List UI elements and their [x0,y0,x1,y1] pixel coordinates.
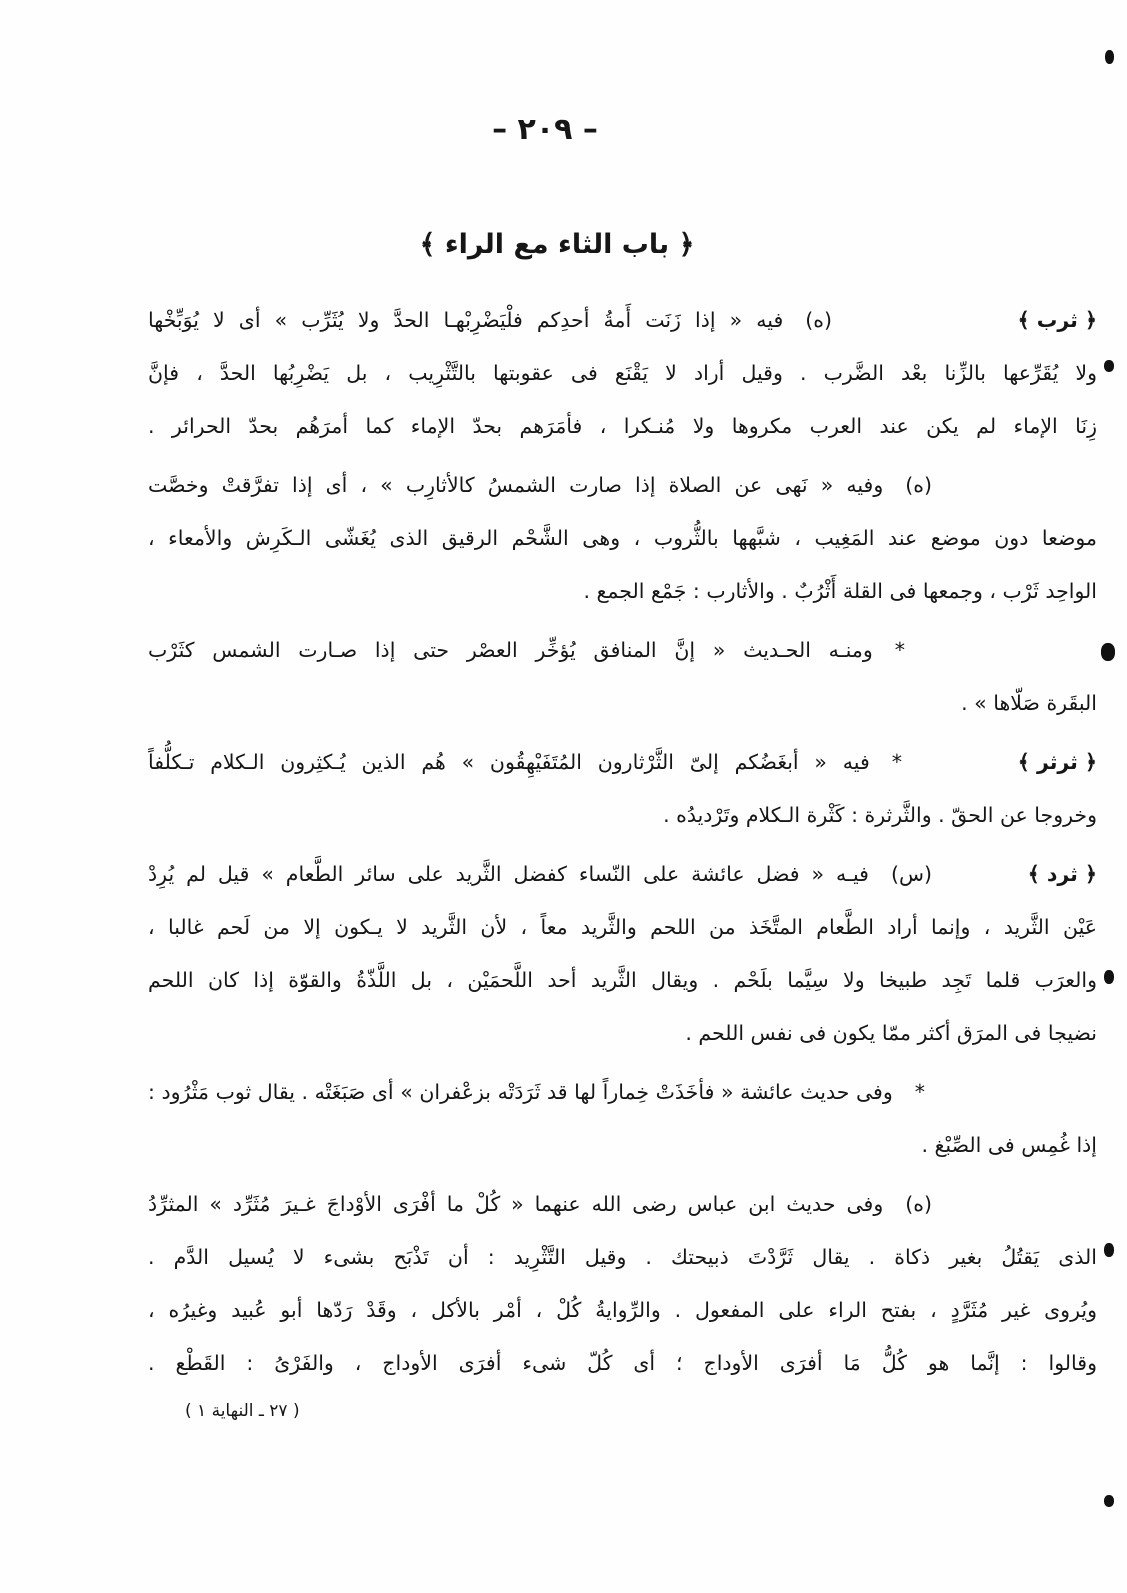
entry-first-line [148,1178,1097,1231]
entry-first-line [148,1066,1097,1119]
text-line: البقَرة صَلّاها » . [961,691,1097,715]
entry-subentry [148,459,1097,618]
scan-mark [1104,360,1114,372]
dictionary-text [148,294,1097,1390]
scan-mark [1104,1495,1114,1507]
entry-first-line-text [148,624,905,677]
entry-marker: * [891,750,902,774]
text-line: نضيجا فى المرَق أكثر ممّا يكون فى نفس اللحم . [685,1021,1097,1045]
text-line: وخروجا عن الحقّ . والثَّرثرة : كَثْرة الـكلام وتَرْديدُه . [663,803,1097,827]
signature-footer: ( ٢٧ ـ النهاية ١ ) [185,1401,300,1421]
text-line: وقالوا : إنَّما هو كُلُّ مَا أفرَى الأوداج ؛ أى كُلّ شىء أفرَى الأوداج ، والفَرْىُ : القَطْع . [148,1351,1097,1375]
entry-thrthr [148,736,1097,842]
entry-first-line-text [148,459,932,512]
text-line: موضعا دون موضع عند المَغِيب ، شبَّهها بالثُّروب ، وهى الشَّحْم الرقيق الذى يُغَشّى الـكَرِش والأمعاء ، [148,526,1097,550]
text-segment: ومنـه الحـديث « إنَّ المنافق يُؤخِّر العصْر حتى إذا صـارت الشمس كثَرْب [148,638,873,662]
entry-first-line-text [148,1066,925,1119]
entry-first-line-text [148,848,932,901]
text-line: الواحِد ثَرْب ، وجمعها فى القلة أَثْرُبٌ . والأثارب : جَمْع الجمع . [583,579,1097,603]
entry-subentry [148,1066,1097,1172]
entry-subentry [148,624,1097,730]
headword: ﴿ ثرب ﴾ [1017,308,1097,332]
entry-thrb [148,294,1097,453]
scan-mark [1105,50,1114,64]
entry-marker: (ه) [905,1192,932,1216]
text-segment: فيه « إذا زَنَت أَمةُ أحدِكم فلْيَضْرِبْهـا الحدَّ ولا يُثَرِّب » أى لا يُوَبِّخْها [148,308,784,332]
text-line: عَيْن الثَّريد ، وإنما أراد الطَّعام المتَّخَذ من اللحم والثَّريد معاً ، لأن الثَّريد لا يـكون إلا من لَحم غالبا ، [148,915,1097,939]
headword: ﴿ ثرد ﴾ [1027,862,1097,886]
entry-first-line-text [148,1178,932,1231]
entry-marker: (ه) [905,473,932,497]
entry-thrd [148,848,1097,1060]
text-segment: فيـه « فضل عائشة على النّساء كفضل الثَّريد على سائر الطَّعام » قيل لم يُرِدْ [148,862,869,886]
entry-first-line-text [148,294,832,347]
text-line: إذا غُمِس فى الصِّبْغ . [921,1133,1097,1157]
entry-marker: * [894,638,905,662]
entry-first-line [148,459,1097,512]
text-segment: وفيه « نَهى عن الصلاة إذا صارت الشمسُ كالأثارِب » ، أى إذا تفرَّقتْ وخصَّت [148,473,884,497]
entry-subentry [148,1178,1097,1390]
scan-mark [1104,970,1114,984]
text-line: زِنَا الإماء لم يكن عند العرب مكروها ولا مُنـكرا ، فأمَرَهم بحدّ الإماء كما أمرَهُم بحدّ الحرائر . [148,414,1097,438]
text-line: الذى يَقتُلُ بغير ذكاة . يقال ثَرَّدْتَ ذبيحتك . وقيل التَّثْرِيد : أن تَذْبَح بشىء لا يُسيل الدَّم . [148,1245,1097,1269]
headword: ﴿ ثرثر ﴾ [1017,750,1097,774]
text-segment: وفى حديث ابن عباس رضى الله عنهما « كُلْ ما أفْرَى الأوْداجَ غـيرَ مُثَرِّد » المثرِّدُ [148,1192,884,1216]
entry-first-line [148,736,1097,789]
scan-mark [1104,1243,1114,1257]
entry-first-line [148,294,1097,347]
entry-first-line-text [148,736,902,789]
entry-first-line [148,848,1097,901]
section-heading: ﴿ باب الثاء مع الراء ﴾ [419,229,695,260]
entry-marker: * [914,1080,925,1104]
text-line: ويُروى غير مُثَرَّدٍ ، بفتح الراء على المفعول . والرِّوايةُ كُلْ ، أمْر بالأكل ، وقَدْ رَدّها أبو عُبيد وغيرُه ، [148,1298,1097,1322]
text-segment: وفى حديث عائشة « فأخَذَتْ خِماراً لها قد ثَرَدَتْه بزعْفران » أى صَبَغَتْه . يقال ثوب مَثْرُود : [148,1080,893,1104]
text-line: والعرَب قلما تَجِد طبيخا ولا سِيَّما بلَحْم . ويقال الثَّريد أحد اللَّحمَيْن ، بل اللَّذّةُ والقوّة إذا كان اللحم [148,968,1097,992]
entry-marker: (س) [890,862,932,886]
text-line: ولا يُقَرِّعها بالزِّنا بعْد الضَّرب . وقيل أراد لا يَقْنَع فى عقوبتها بالتَّثْرِيب ، بل يَضْرِبُها الحدَّ ، فإنَّ [148,361,1097,385]
scan-mark [1101,643,1115,661]
entry-first-line [148,624,1097,677]
page-number: – ٢٠٩ – [492,112,598,147]
entry-marker: (ه) [805,308,832,332]
text-segment: فيه « أبغَضُكم إلىّ الثَّرْثارون المُتَفَيْهِقُون » هُم الذين يُـكثِرون الـكلام تـكلُّفاً [148,750,870,774]
